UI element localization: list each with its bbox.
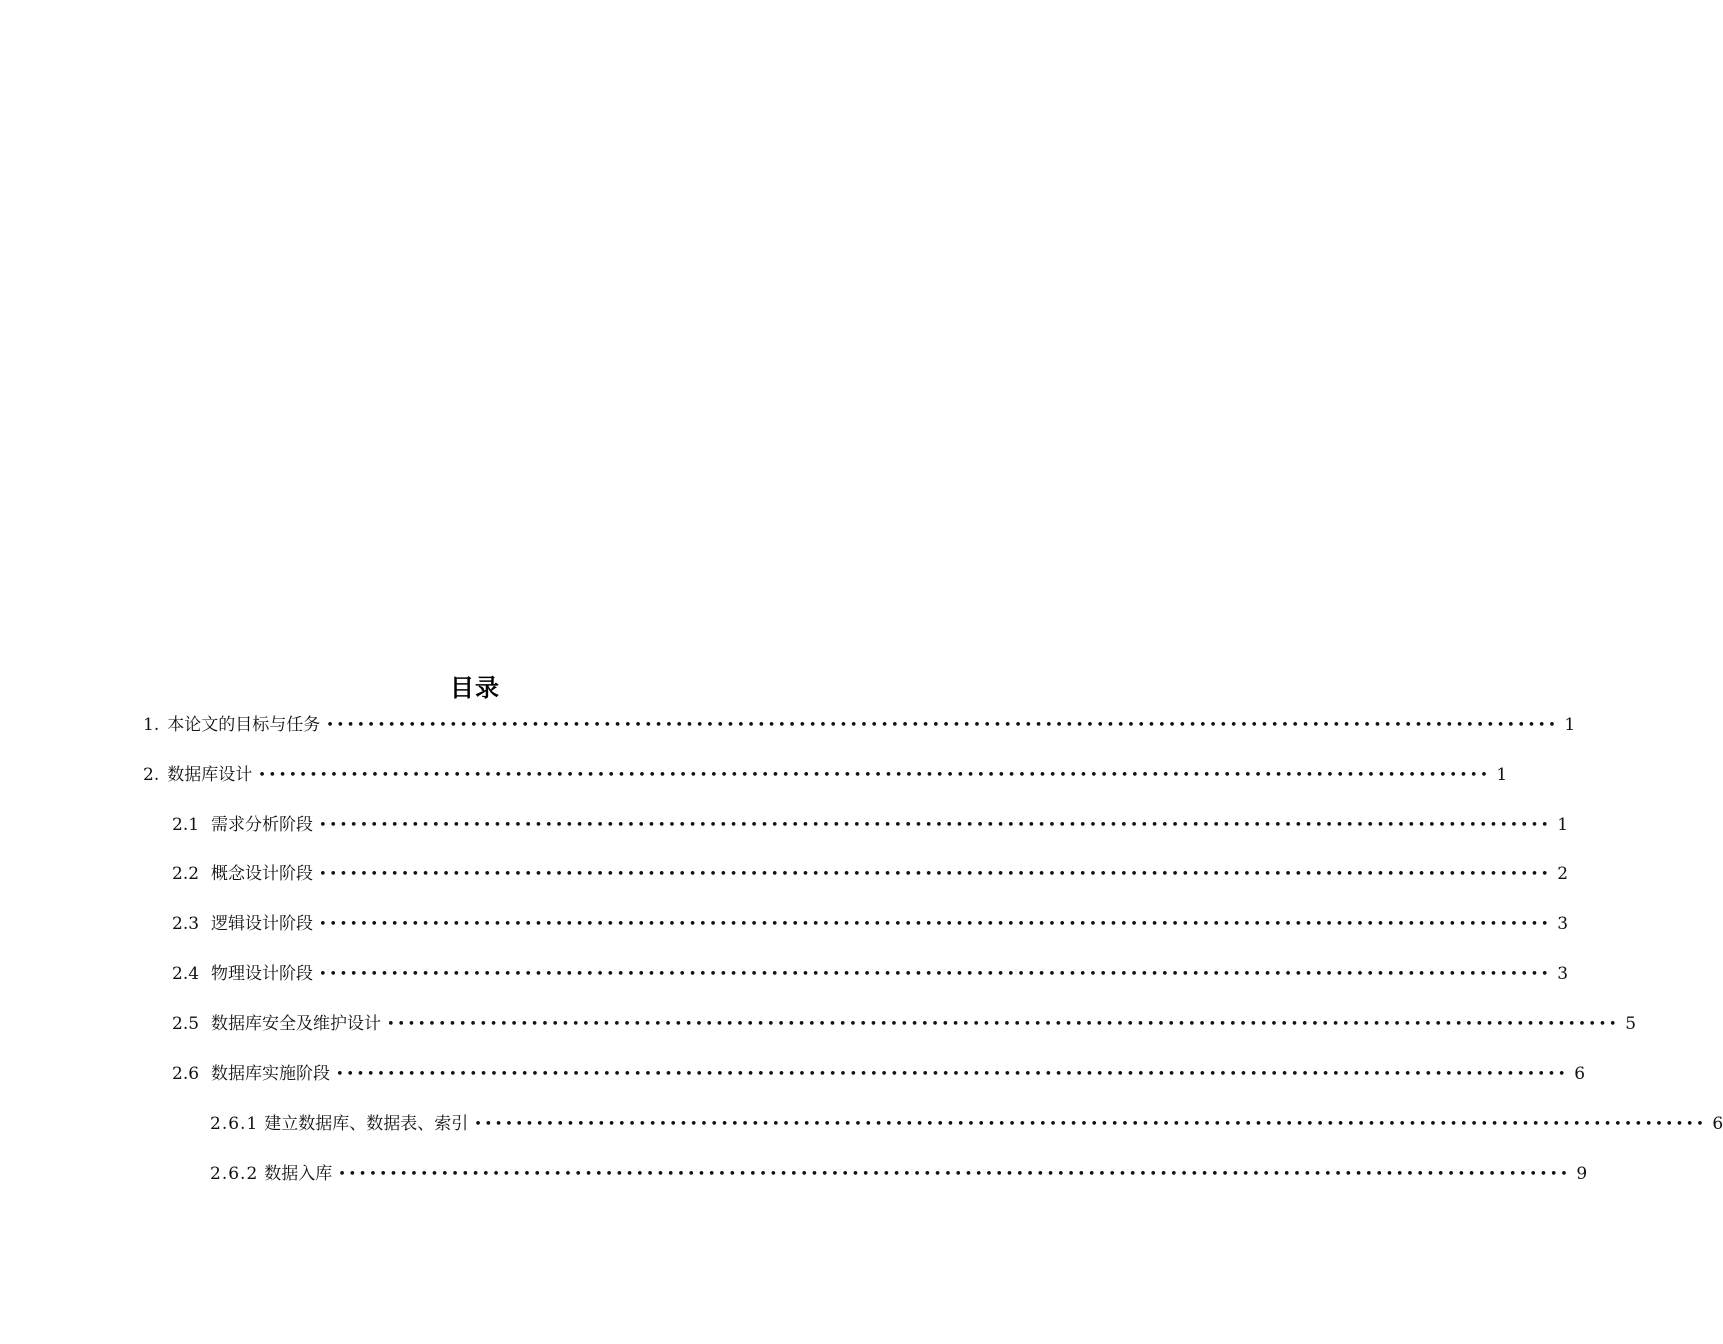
toc-entry-number: 2.3 bbox=[172, 914, 200, 934]
toc-entry-page: 2 bbox=[1557, 864, 1569, 884]
toc-entry[interactable] bbox=[172, 959, 1569, 989]
toc-entry-number: 2.4 bbox=[172, 964, 200, 984]
toc-entry-title: 建立数据库、数据表、索引 bbox=[264, 1114, 469, 1134]
toc-entry-number: 2.6.1 bbox=[210, 1114, 259, 1134]
toc-entry[interactable] bbox=[143, 710, 1576, 740]
toc-entry-title: 概念设计阶段 bbox=[211, 864, 314, 884]
toc-entry-number: 2.2 bbox=[172, 864, 200, 884]
toc-dot-leader: •••••••••••••••••••••••••••••••••••••••••••••••••••••••••••••••••••••••••••••••••••••••••••••••••••••••••••••••••••••••• bbox=[336, 1067, 1569, 1082]
toc-dot-leader: •••••••••••••••••••••••••••••••••••••••••••••••••••••••••••••••••••••••••••••••••••••••••••••••••••••••••••••••••••••••• bbox=[338, 1167, 1571, 1182]
toc-entry-title: 数据库安全及维护设计 bbox=[211, 1014, 382, 1034]
toc-entry[interactable] bbox=[172, 859, 1569, 889]
toc-entry-page: 6 bbox=[1574, 1064, 1586, 1084]
toc-entry-title: 数据库实施阶段 bbox=[211, 1064, 331, 1084]
toc-entry-title: 本论文的目标与任务 bbox=[167, 715, 321, 735]
toc-entry[interactable] bbox=[143, 760, 1508, 790]
toc-dot-leader: •••••••••••••••••••••••••••••••••••••••••••••••••••••••••••••••••••••••••••••••••••••••••••••••••••••••••••••••••••••••• bbox=[387, 1017, 1620, 1032]
toc-entry[interactable] bbox=[210, 1159, 1588, 1189]
toc-entry[interactable] bbox=[172, 1059, 1586, 1089]
toc-entry-title: 数据入库 bbox=[264, 1164, 333, 1184]
toc-entry-number: 2.5 bbox=[172, 1014, 200, 1034]
toc-entry-page: 3 bbox=[1557, 964, 1569, 984]
toc-entry-title: 数据库设计 bbox=[167, 765, 253, 785]
toc-entry-page: 1 bbox=[1564, 715, 1576, 735]
toc-dot-leader: •••••••••••••••••••••••••••••••••••••••••••••••••••••••••••••••••••••••••••••••••••••••••••••••••••••••••••••••••••••••• bbox=[319, 967, 1552, 982]
toc-entry-page: 1 bbox=[1557, 815, 1569, 835]
toc-entry-number: 2.1 bbox=[172, 815, 200, 835]
toc-entry[interactable] bbox=[172, 1009, 1637, 1039]
toc-entry-page: 5 bbox=[1625, 1014, 1637, 1034]
toc-dot-leader: •••••••••••••••••••••••••••••••••••••••••••••••••••••••••••••••••••••••••••••••••••••••••••••••••••••••••••••••••••••••• bbox=[319, 867, 1552, 882]
toc-entry-page: 6 bbox=[1712, 1114, 1723, 1134]
toc-entry-number: 2. bbox=[143, 765, 160, 785]
toc-entry-title: 物理设计阶段 bbox=[211, 964, 314, 984]
toc-dot-leader: •••••••••••••••••••••••••••••••••••••••••••••••••••••••••••••••••••••••••••••••••••••••••••••••••••••••••••••••••••••••• bbox=[326, 718, 1559, 733]
toc-entry-number: 2.6 bbox=[172, 1064, 200, 1084]
toc-dot-leader: •••••••••••••••••••••••••••••••••••••••••••••••••••••••••••••••••••••••••••••••••••••••••••••••••••••••••••••••••••••••• bbox=[474, 1117, 1707, 1132]
toc-entry-page: 3 bbox=[1557, 914, 1569, 934]
toc-entry-number: 1. bbox=[143, 715, 160, 735]
toc-entry[interactable] bbox=[172, 810, 1569, 840]
toc-dot-leader: •••••••••••••••••••••••••••••••••••••••••••••••••••••••••••••••••••••••••••••••••••••••••••••••••••••••••••••••••••••••• bbox=[319, 818, 1552, 833]
toc-entry-number: 2.6.2 bbox=[210, 1164, 259, 1184]
toc-entry[interactable] bbox=[172, 909, 1569, 939]
toc-entry-page: 9 bbox=[1576, 1164, 1588, 1184]
toc-entry-page: 1 bbox=[1496, 765, 1508, 785]
toc-entry[interactable] bbox=[210, 1109, 1723, 1139]
toc-title: 目录 bbox=[450, 674, 500, 702]
toc-dot-leader: •••••••••••••••••••••••••••••••••••••••••••••••••••••••••••••••••••••••••••••••••••••••••••••••••••••••••••••••••••••••• bbox=[319, 917, 1552, 932]
toc-dot-leader: •••••••••••••••••••••••••••••••••••••••••••••••••••••••••••••••••••••••••••••••••••••••••••••••••••••••••••••••••••••••• bbox=[258, 768, 1491, 783]
toc-entry-title: 逻辑设计阶段 bbox=[211, 914, 314, 934]
toc-entry-title: 需求分析阶段 bbox=[211, 815, 314, 835]
